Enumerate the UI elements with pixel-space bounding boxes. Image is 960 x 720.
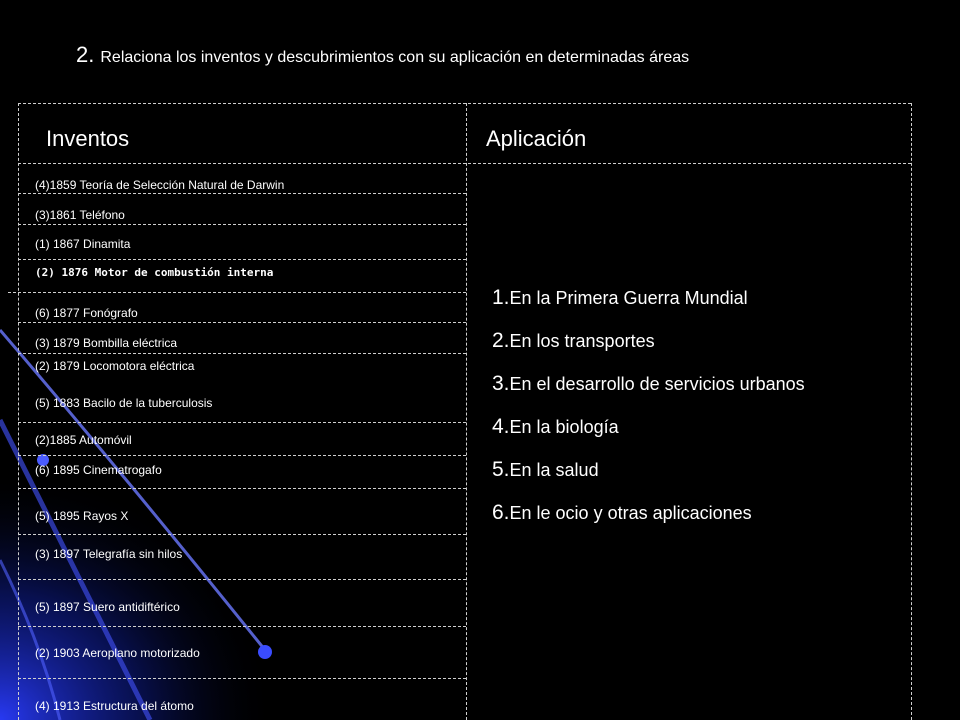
table-top-border [18, 103, 911, 104]
invento-row: (5) 1897 Suero antidiftérico [35, 600, 180, 614]
row-divider [8, 292, 466, 293]
invento-row: (2) 1903 Aeroplano motorizado [35, 646, 200, 660]
aplicacion-number: 3. [492, 372, 510, 395]
glow-dot [258, 645, 272, 659]
invento-row: (1) 1867 Dinamita [35, 237, 131, 251]
column-header-inventos: Inventos [46, 126, 130, 151]
aplicacion-text: En la biología [509, 417, 619, 437]
row-divider [18, 579, 466, 580]
invento-row: (3)1861 Teléfono [35, 208, 125, 222]
invento-row: (3) 1879 Bombilla eléctrica [35, 336, 178, 350]
invento-row: (2)1885 Automóvil [35, 433, 132, 447]
row-divider [18, 534, 466, 535]
row-divider [18, 353, 466, 354]
aplicacion-number: 6. [492, 501, 510, 524]
aplicacion-text: En la Primera Guerra Mundial [509, 288, 748, 308]
exercise-number: 2. [76, 42, 95, 67]
invento-row: (5) 1895 Rayos X [35, 509, 129, 523]
row-divider [18, 678, 466, 679]
aplicacion-text: En los transportes [509, 331, 655, 351]
aplicaciones-list [492, 284, 805, 542]
column-header-aplicacion: Aplicación [486, 126, 587, 151]
aplicacion-number: 4. [492, 415, 510, 438]
aplicacion-item [492, 284, 805, 327]
invento-row: (3) 1897 Telegrafía sin hilos [35, 547, 183, 561]
aplicacion-number: 1. [492, 286, 510, 309]
aplicacion-item [492, 370, 805, 413]
table-right-border [911, 103, 912, 720]
row-divider [18, 488, 466, 489]
row-divider [18, 322, 466, 323]
invento-row: (2) 1876 Motor de combustión interna [35, 266, 274, 279]
aplicacion-number: 2. [492, 329, 510, 352]
row-divider [18, 455, 466, 456]
invento-row: (4)1859 Teoría de Selección Natural de Darwin [35, 178, 285, 192]
aplicacion-item [492, 413, 805, 456]
table-left-border [18, 103, 19, 720]
invento-row: (4) 1913 Estructura del átomo [35, 699, 194, 713]
invento-row: (6) 1877 Fonógrafo [35, 306, 138, 320]
invento-row: (2) 1879 Locomotora eléctrica [35, 359, 195, 373]
aplicacion-text: En el desarrollo de servicios urbanos [509, 374, 805, 394]
exercise-instruction: Relaciona los inventos y descubrimientos con su aplicación en determinadas áreas [100, 49, 690, 66]
header-bottom-border [18, 163, 911, 164]
row-divider [18, 193, 466, 194]
invento-row: (6) 1895 Cinematrogafo [35, 463, 162, 477]
column-divider [466, 103, 467, 720]
aplicacion-item [492, 456, 805, 499]
row-divider [18, 224, 466, 225]
aplicacion-item [492, 327, 805, 370]
aplicacion-number: 5. [492, 458, 510, 481]
aplicacion-text: En la salud [509, 460, 599, 480]
aplicacion-item [492, 499, 805, 542]
row-divider [18, 626, 466, 627]
row-divider [18, 259, 466, 260]
row-divider [18, 422, 466, 423]
invento-row: (5) 1883 Bacilo de la tuberculosis [35, 396, 213, 410]
aplicacion-text: En le ocio y otras aplicaciones [509, 503, 752, 523]
exercise-title [76, 42, 689, 68]
